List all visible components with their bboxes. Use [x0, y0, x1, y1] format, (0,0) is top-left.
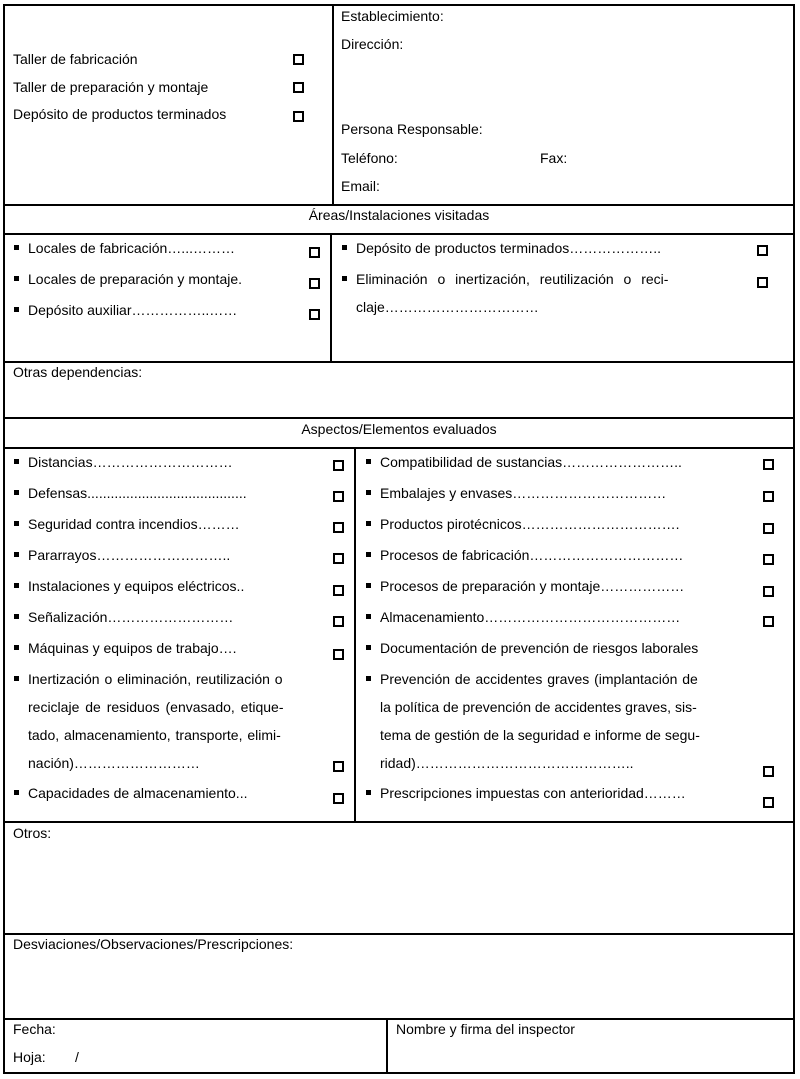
checkbox-instalaciones-electricas[interactable] [333, 585, 344, 596]
bullet [366, 459, 371, 464]
checkbox-procesos-fabricacion[interactable] [763, 554, 774, 565]
aspecto-senalizacion: Señalización……………………… [28, 609, 234, 625]
checkbox-area-eliminacion[interactable] [757, 277, 768, 288]
checkbox-distancias[interactable] [333, 460, 344, 471]
bullet [14, 552, 19, 557]
aspecto-prevencion-line4: ridad)……………………………………….. [380, 755, 634, 771]
aspecto-documentacion: Documentación de prevención de riesgos laborales [380, 640, 699, 656]
type-label-preparacion: Taller de preparación y montaje [13, 79, 209, 95]
aspecto-maquinas: Máquinas y equipos de trabajo…. [28, 640, 237, 656]
aspecto-procesos-preparacion: Procesos de preparación y montaje……………… [380, 578, 685, 594]
fecha-label: Fecha: [13, 1021, 56, 1037]
area-locales-preparacion: Locales de preparación y montaje. [28, 271, 243, 287]
bullet [14, 245, 19, 250]
aspecto-procesos-fabricacion: Procesos de fabricación…………………………… [380, 547, 684, 563]
area-deposito-auxiliar: Depósito auxiliar……………..…… [28, 302, 238, 318]
aspecto-pirotecnicos: Productos pirotécnicos……………………………. [380, 516, 680, 532]
bullet [366, 645, 371, 650]
aspecto-capacidades: Capacidades de almacenamiento... [28, 785, 248, 801]
aspecto-instalaciones-electricas: Instalaciones y equipos eléctricos.. [28, 578, 245, 594]
bullet [14, 790, 19, 795]
checkbox-capacidades[interactable] [333, 793, 344, 804]
checkbox-prevencion[interactable] [763, 766, 774, 777]
aspecto-embalajes: Embalajes y envases…………………………… [380, 485, 667, 501]
type-label-fabricacion: Taller de fabricación [13, 51, 138, 67]
area-eliminacion-line2: claje…………………………… [356, 299, 539, 315]
aspecto-prevencion-line3: tema de gestión de la seguridad e informe de segu- [380, 727, 700, 743]
aspecto-inertizacion-line1: Inertización o eliminación, reutilización o [28, 671, 283, 687]
bullet [14, 676, 19, 681]
aspecto-inertizacion-line2: reciclaje de residuos (envasado, etique- [28, 699, 284, 715]
aspecto-almacenamiento: Almacenamiento…………………………………… [380, 609, 681, 625]
bullet [366, 614, 371, 619]
bullet [14, 276, 19, 281]
checkbox-compatibilidad[interactable] [763, 459, 774, 470]
otros-box [3, 821, 795, 935]
checkbox-embalajes[interactable] [763, 491, 774, 502]
checkbox-deposito-productos[interactable] [293, 111, 304, 122]
bullet [14, 645, 19, 650]
bullet [366, 583, 371, 588]
firma-label: Nombre y firma del inspector [396, 1021, 575, 1037]
fecha-box [3, 1018, 388, 1074]
bullet [342, 276, 347, 281]
aspecto-prescripciones: Prescripciones impuestas con anterioridad……… [380, 785, 686, 801]
checkbox-seguridad-incendios[interactable] [333, 522, 344, 533]
aspecto-prevencion-line2: la política de prevención de accidentes graves, sis- [380, 699, 697, 715]
aspectos-header: Aspectos/Elementos evaluados [301, 421, 497, 437]
checkbox-almacenamiento[interactable] [763, 616, 774, 627]
bullet [366, 552, 371, 557]
checkbox-area-deposito-productos[interactable] [757, 245, 768, 256]
direccion-label: Dirección: [341, 36, 404, 52]
bullet [366, 790, 371, 795]
inspection-form [3, 4, 795, 1074]
bullet [14, 459, 19, 464]
area-eliminacion-line1: Eliminación o inertización, reutilización o reci- [356, 271, 669, 287]
checkbox-locales-preparacion[interactable] [309, 278, 320, 289]
checkbox-prescripciones[interactable] [763, 797, 774, 808]
bullet [366, 521, 371, 526]
checkbox-maquinas[interactable] [333, 649, 344, 660]
telefono-label: Teléfono: [341, 150, 398, 166]
fax-label: Fax: [540, 150, 568, 166]
aspecto-distancias: Distancias………………………… [28, 454, 233, 470]
bullet [342, 245, 347, 250]
aspecto-inertizacion-line3: tado, almacenamiento, transporte, elimi- [28, 727, 281, 743]
checkbox-taller-preparacion[interactable] [293, 82, 304, 93]
checkbox-defensas[interactable] [333, 491, 344, 502]
hoja-separator: / [75, 1049, 79, 1065]
aspecto-seguridad-incendios: Seguridad contra incendios……… [28, 516, 240, 532]
desviaciones-label: Desviaciones/Observaciones/Prescripciones: [13, 936, 294, 952]
hoja-label: Hoja: [13, 1049, 46, 1065]
checkbox-senalizacion[interactable] [333, 616, 344, 627]
type-label-deposito: Depósito de productos terminados [13, 106, 227, 122]
bullet [366, 490, 371, 495]
bullet [366, 676, 371, 681]
bullet [14, 490, 19, 495]
checkbox-inertizacion[interactable] [333, 761, 344, 772]
aspecto-prevencion-line1: Prevención de accidentes graves (implantación de [380, 671, 698, 687]
aspecto-compatibilidad: Compatibilidad de sustancias…………………….. [380, 454, 682, 470]
checkbox-procesos-preparacion[interactable] [763, 586, 774, 597]
checkbox-locales-fabricacion[interactable] [309, 247, 320, 258]
checkbox-taller-fabricacion[interactable] [293, 54, 304, 65]
bullet [14, 583, 19, 588]
areas-header: Áreas/Instalaciones visitadas [308, 207, 490, 223]
aspecto-pararrayos: Pararrayos……………………….. [28, 547, 231, 563]
persona-responsable-label: Persona Responsable: [341, 121, 483, 137]
bullet [14, 521, 19, 526]
area-locales-fabricacion: Locales de fabricación…...……… [28, 240, 235, 256]
otras-dependencias-label: Otras dependencias: [13, 364, 143, 380]
aspecto-defensas: Defensas......................................... [28, 485, 247, 501]
otros-label: Otros: [13, 825, 52, 841]
bullet [14, 307, 19, 312]
checkbox-deposito-auxiliar[interactable] [309, 309, 320, 320]
email-label: Email: [341, 178, 380, 194]
checkbox-pararrayos[interactable] [333, 553, 344, 564]
checkbox-pirotecnicos[interactable] [763, 523, 774, 534]
area-deposito-productos: Depósito de productos terminados……………….. [356, 240, 662, 256]
establecimiento-label: Establecimiento: [341, 8, 444, 24]
aspecto-inertizacion-line4: nación)……………………… [28, 755, 200, 771]
bullet [14, 614, 19, 619]
